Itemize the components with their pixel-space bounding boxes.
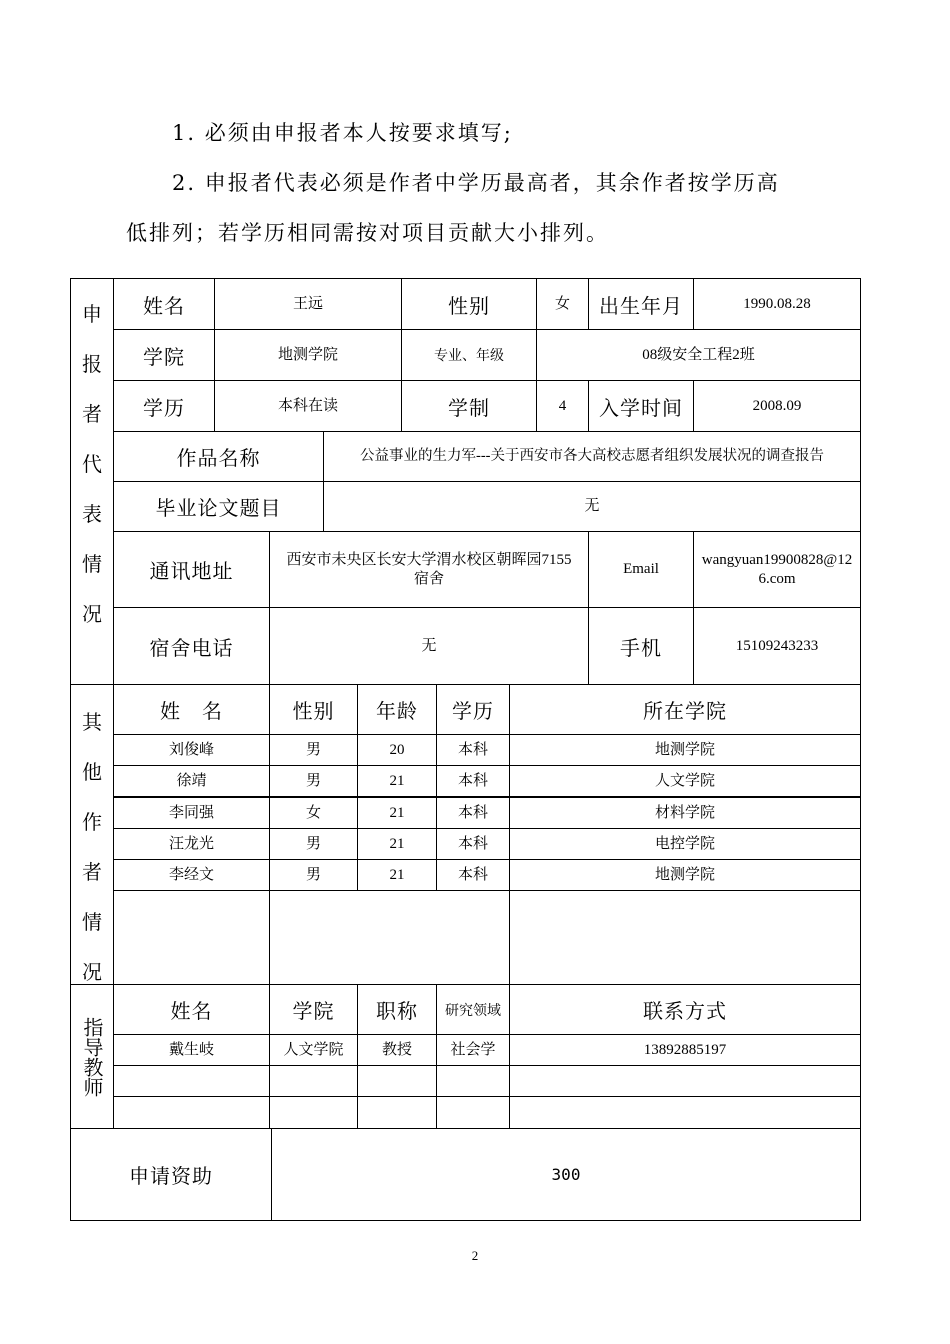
others-row-education: 本科: [436, 734, 510, 766]
label-education: 学历: [113, 380, 215, 432]
label-gender: 性别: [401, 278, 537, 330]
advisor-header-field: 研究领域: [436, 984, 510, 1035]
value-major-grade: 08级安全工程2班: [536, 329, 861, 381]
value-address: 西安市未央区长安大学渭水校区朝晖园7155宿舍: [269, 531, 589, 608]
advisor-header-name: 姓名: [113, 984, 270, 1035]
advisor-empty-cell: [509, 1065, 861, 1097]
advisor-header-college: 学院: [269, 984, 358, 1035]
value-college: 地测学院: [214, 329, 402, 381]
others-row-name: 李经文: [113, 859, 270, 891]
others-row-age: 20: [357, 734, 437, 766]
others-row-name: 刘俊峰: [113, 734, 270, 766]
label-thesis: 毕业论文题目: [113, 481, 324, 532]
advisor-empty-cell: [269, 1065, 358, 1097]
advisor-empty-cell: [113, 1065, 270, 1097]
advisor-empty-cell: [436, 1096, 510, 1129]
others-section-text: 其 他 作 者 情 况: [82, 710, 102, 984]
value-enroll: 2008.09: [693, 380, 861, 432]
advisor-field: 社会学: [436, 1034, 510, 1066]
others-row-age: 21: [357, 859, 437, 891]
label-enroll: 入学时间: [588, 380, 694, 432]
others-header-college: 所在学院: [509, 684, 861, 735]
others-row-gender: 男: [269, 734, 358, 766]
advisor-title: 教授: [357, 1034, 437, 1066]
others-row-name: 李同强: [113, 797, 270, 829]
advisor-name: 戴生岐: [113, 1034, 270, 1066]
instruction-line-2: 2. 申报者代表必须是作者中学历最高者，其余作者按学历高: [172, 171, 780, 195]
label-dorm-phone: 宿舍电话: [113, 607, 270, 685]
others-row-age: 21: [357, 765, 437, 797]
value-birth: 1990.08.28: [693, 278, 861, 330]
advisor-empty-cell: [357, 1096, 437, 1129]
advisor-section-label: [70, 984, 114, 1129]
others-row-college: 地测学院: [509, 734, 861, 766]
label-schooling: 学制: [401, 380, 537, 432]
others-row-gender: 男: [269, 828, 358, 860]
others-row-gender: 男: [269, 859, 358, 891]
advisor-college: 人文学院: [269, 1034, 358, 1066]
advisor-empty-cell: [357, 1065, 437, 1097]
advisor-header-title: 职称: [357, 984, 437, 1035]
others-row-name: 汪龙光: [113, 828, 270, 860]
others-row-education: 本科: [436, 828, 510, 860]
advisor-empty-cell: [509, 1096, 861, 1129]
value-education: 本科在读: [214, 380, 402, 432]
label-major-grade: 专业、年级: [401, 329, 537, 381]
label-email: Email: [588, 531, 694, 608]
label-name: 姓名: [113, 278, 215, 330]
funding-value: 300: [271, 1128, 861, 1221]
others-header-name: 姓 名: [113, 684, 270, 735]
others-row-name: 徐靖: [113, 765, 270, 797]
others-header-gender: 性别: [269, 684, 358, 735]
label-work-title: 作品名称: [113, 431, 324, 482]
others-row-gender: 女: [269, 797, 358, 829]
others-header-education: 学历: [436, 684, 510, 735]
others-row-education: 本科: [436, 797, 510, 829]
advisor-header-contact: 联系方式: [509, 984, 861, 1035]
value-email: wangyuan19900828@126.com: [693, 531, 861, 608]
others-empty-cell: [269, 890, 510, 985]
label-address: 通讯地址: [113, 531, 270, 608]
advisor-section-text: 指导教师: [80, 1016, 104, 1097]
others-section-label: [70, 684, 114, 985]
rep-section-text: 申 报 者 代 表 情 况: [82, 302, 102, 626]
value-schooling: 4: [536, 380, 589, 432]
value-dorm-phone: 无: [269, 607, 589, 685]
instruction-line-3: 低排列；若学历相同需按对项目贡献大小排列。: [126, 221, 609, 245]
rep-section-label: [70, 278, 114, 685]
instruction-line-1: 1. 必须由申报者本人按要求填写;: [172, 121, 513, 145]
others-row-college: 人文学院: [509, 765, 861, 797]
others-empty-cell: [113, 890, 270, 985]
others-row-age: 21: [357, 828, 437, 860]
others-row-college: 材料学院: [509, 797, 861, 829]
label-mobile: 手机: [588, 607, 694, 685]
others-row-college: 电控学院: [509, 828, 861, 860]
others-row-college: 地测学院: [509, 859, 861, 891]
page-number: 2: [471, 1248, 479, 1263]
value-name: 王远: [214, 278, 402, 330]
advisor-contact: 13892885197: [509, 1034, 861, 1066]
value-thesis: 无: [323, 481, 861, 532]
funding-label: 申请资助: [70, 1128, 272, 1221]
value-mobile: 15109243233: [693, 607, 861, 685]
others-row-education: 本科: [436, 859, 510, 891]
label-college: 学院: [113, 329, 215, 381]
others-row-gender: 男: [269, 765, 358, 797]
others-header-age: 年龄: [357, 684, 437, 735]
advisor-empty-cell: [436, 1065, 510, 1097]
value-work-title: 公益事业的生力军---关于西安市各大高校志愿者组织发展状况的调查报告: [323, 431, 861, 482]
others-row-age: 21: [357, 797, 437, 829]
others-empty-cell: [509, 890, 861, 985]
value-gender: 女: [536, 278, 589, 330]
others-row-education: 本科: [436, 765, 510, 797]
label-birth: 出生年月: [588, 278, 694, 330]
advisor-empty-cell: [269, 1096, 358, 1129]
advisor-empty-cell: [113, 1096, 270, 1129]
